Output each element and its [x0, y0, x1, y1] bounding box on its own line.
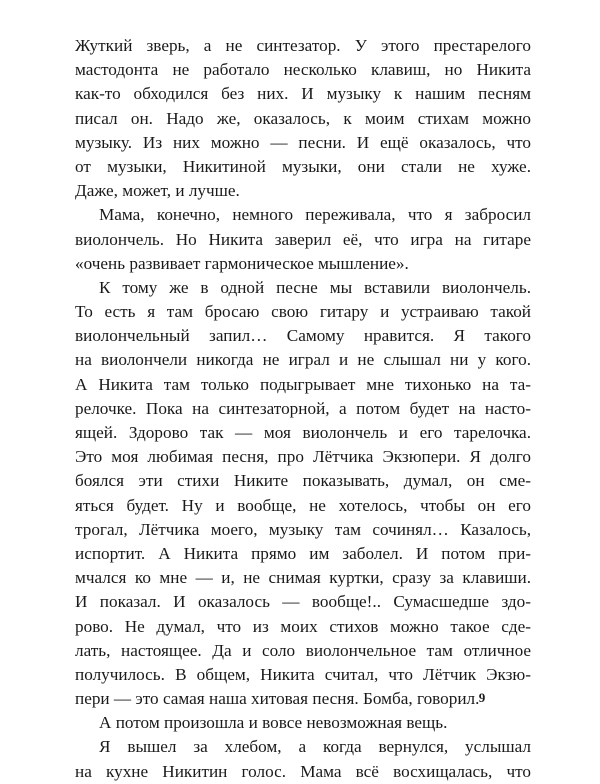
text-line: рово. Не думал, что из моих стихов можно такое сде-: [75, 616, 531, 636]
text-line: музыку. Из них можно — песни. И ещё оказалось, что: [75, 132, 531, 152]
text-line: А потом произошла и вовсе невозможная вещь.: [99, 713, 448, 733]
text-line: Мама, конечно, немного переживала, что я забросил: [99, 205, 531, 225]
text-line: писал он. Надо же, оказалось, к моим стихам можно: [75, 108, 531, 128]
text-line: боялся эти стихи Никите показывать, думал, он сме-: [75, 471, 531, 491]
text-line: пери — это самая наша хитовая песня. Бомба, говорил.: [75, 689, 480, 709]
text-line: К тому же в одной песне мы вставили виолончель.: [99, 277, 531, 297]
text-line: мчался ко мне — и, не снимая куртки, сразу за клавиши.: [75, 568, 531, 588]
text-line: Жуткий зверь, а не синтезатор. У этого престарелого: [75, 36, 531, 55]
text-line: трогал, Лётчика моего, музыку там сочинял… Казалось,: [75, 519, 531, 539]
text-line: И показал. И оказалось — вообще!.. Сумасшедше здо-: [75, 592, 531, 612]
text-line: «очень развивает гармоническое мышление».: [75, 253, 409, 273]
text-line: ящей. Здорово так — моя виолончель и его тарелочка.: [75, 423, 531, 442]
text-line: Даже, может, и лучше.: [75, 181, 240, 201]
text-line: виолончельный запил… Самому нравится. Я такого: [75, 326, 531, 346]
text-line: Это моя любимая песня, про Лётчика Экзюпери. Я долго: [75, 447, 531, 467]
text-line: А Никита там только подыгрывает мне тихонько на та-: [75, 374, 531, 394]
page-number: 9: [478, 690, 486, 705]
body-text: [75, 34, 531, 784]
text-line: лать, настоящее. Да и соло виолончельное там отличное: [75, 640, 531, 660]
text-line: Я вышел за хлебом, а когда вернулся, услышал: [99, 737, 531, 757]
text-line: виолончель. Но Никита заверил её, что игра на гитаре: [75, 229, 531, 249]
text-line: релочке. Пока на синтезаторной, а потом будет на насто-: [75, 398, 531, 418]
text-line: на кухне Никитин голос. Мама всё восхищалась, что: [75, 761, 531, 781]
text-line: То есть я там бросаю свою гитару и устраиваю такой: [75, 302, 531, 322]
text-line: мастодонта не работало несколько клавиш, но Никита: [75, 60, 531, 80]
text-line: на виолончели никогда не играл и не слышал ни у кого.: [75, 350, 531, 370]
text-line: как-то обходился без них. И музыку к нашим песням: [75, 84, 531, 104]
text-line: от музыки, Никитиной музыки, они стали не хуже.: [75, 156, 531, 176]
text-line: яться будет. Ну и вообще, не хотелось, чтобы он его: [75, 495, 531, 515]
text-line: испортит. А Никита прямо им заболел. И потом при-: [75, 543, 531, 563]
text-line: получилось. В общем, Никита считал, что Лётчик Экзю-: [75, 664, 531, 684]
